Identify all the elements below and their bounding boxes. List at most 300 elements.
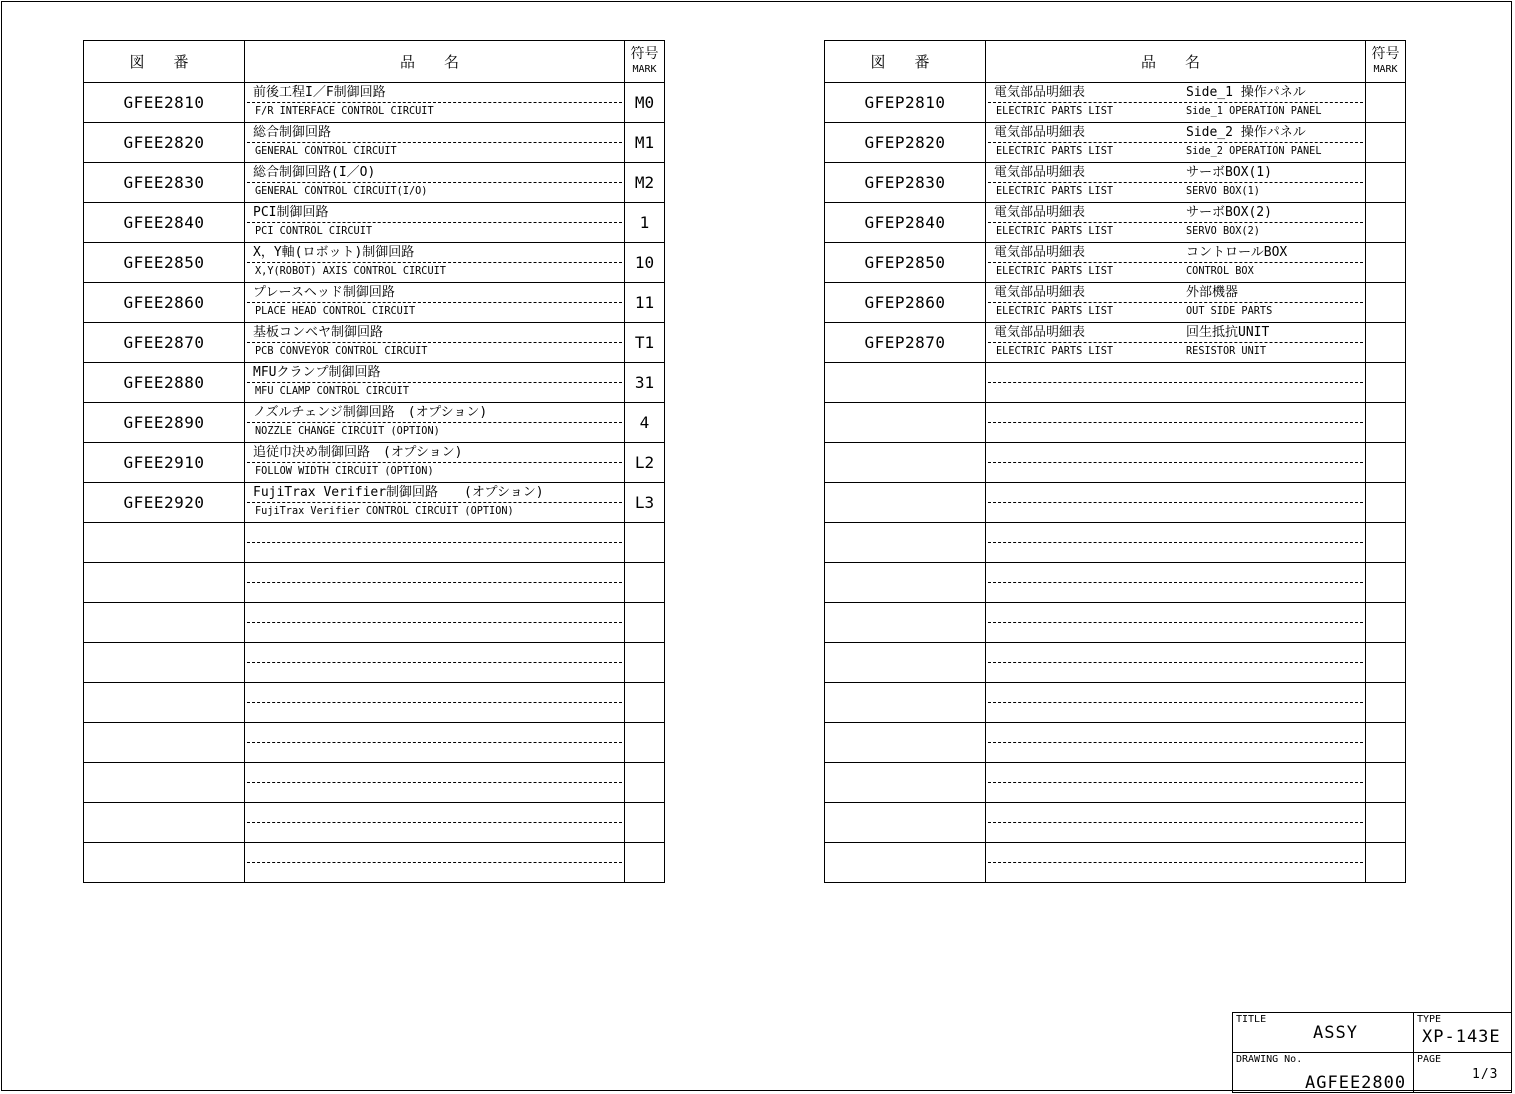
title-label: TITLE — [1236, 1014, 1267, 1025]
mark-cell — [1366, 763, 1406, 803]
dashed-separator — [988, 262, 1363, 263]
table-row — [825, 163, 1406, 203]
table-row — [825, 563, 1406, 603]
dashed-separator — [988, 662, 1363, 663]
part-name-jp: 前後工程I／F制御回路 — [253, 85, 386, 100]
type-label: TYPE — [1417, 1014, 1442, 1025]
part-name-box — [986, 483, 1365, 522]
mark-cell — [1366, 83, 1406, 123]
part-name-box — [245, 563, 624, 602]
drawing-number-cell — [84, 803, 245, 843]
part-name-box — [986, 563, 1365, 602]
mark-cell — [1366, 643, 1406, 683]
part-name-cell — [986, 123, 1366, 163]
mark-cell — [625, 643, 665, 683]
part-name-cell — [245, 243, 625, 283]
dashed-separator — [988, 102, 1363, 103]
part-name-box — [245, 83, 624, 122]
table-row — [84, 523, 665, 563]
header-mark-jp: 符号 — [630, 45, 659, 62]
title-block — [1232, 1012, 1512, 1093]
table-row — [84, 323, 665, 363]
part-name-jp: 基板コンベヤ制御回路 — [253, 325, 384, 340]
part-name-en: PCB CONVEYOR CONTROL CIRCUIT — [255, 344, 428, 357]
part-name-cell — [245, 683, 625, 723]
part-name-box — [986, 323, 1365, 362]
part-subname-en: SERVO BOX(1) — [1186, 184, 1260, 197]
mark-cell — [625, 843, 665, 883]
header-drawing-no-label: 図 番 — [870, 53, 940, 71]
part-name-box — [245, 283, 624, 322]
drawing-number-cell — [825, 443, 986, 483]
mark-cell — [1366, 203, 1406, 243]
mark-cell — [625, 683, 665, 723]
table-row — [84, 363, 665, 403]
drawing-number-cell — [84, 843, 245, 883]
header-drawing-no — [825, 41, 986, 83]
header-part-name-label: 品 名 — [399, 53, 470, 71]
drawing-number-cell: GFEP2840 — [825, 203, 986, 243]
header-mark — [1366, 41, 1406, 83]
dashed-separator — [247, 462, 622, 463]
drawing-number-cell — [84, 683, 245, 723]
drawing-number-cell — [825, 683, 986, 723]
mark-cell: 31 — [625, 363, 665, 403]
drawing-number-cell — [825, 603, 986, 643]
dashed-separator — [247, 822, 622, 823]
part-name-box — [986, 643, 1365, 682]
table-row — [825, 723, 1406, 763]
mark-cell: T1 — [625, 323, 665, 363]
part-name-en: ELECTRIC PARTS LIST — [996, 344, 1114, 357]
part-name-cell — [245, 483, 625, 523]
mark-cell — [625, 563, 665, 603]
dashed-separator — [988, 302, 1363, 303]
drawing-number-cell: GFEE2820 — [84, 123, 245, 163]
part-name-box — [245, 723, 624, 762]
mark-cell: 1 — [625, 203, 665, 243]
dashed-separator — [247, 102, 622, 103]
drawing-number-cell: GFEE2810 — [84, 83, 245, 123]
part-name-cell — [986, 683, 1366, 723]
part-name-cell — [986, 163, 1366, 203]
part-name-cell — [245, 203, 625, 243]
part-name-en: ELECTRIC PARTS LIST — [996, 144, 1114, 157]
table-row — [825, 123, 1406, 163]
part-name-box — [986, 443, 1365, 482]
part-name-cell — [245, 843, 625, 883]
dashed-separator — [247, 502, 622, 503]
mark-cell — [1366, 563, 1406, 603]
part-subname-jp: 回生抵抗UNIT — [1186, 325, 1270, 340]
dashed-separator — [247, 422, 622, 423]
part-name-box — [986, 163, 1365, 202]
table-row — [825, 523, 1406, 563]
mark-cell: M0 — [625, 83, 665, 123]
part-name-cell — [245, 563, 625, 603]
drawing-no-label: DRAWING No. — [1236, 1054, 1303, 1065]
header-mark-jp: 符号 — [1371, 45, 1400, 62]
part-subname-jp: サーボBOX(2) — [1186, 205, 1272, 220]
title-cell — [1233, 1013, 1414, 1053]
part-name-cell — [986, 203, 1366, 243]
mark-cell: L2 — [625, 443, 665, 483]
left-parts-table — [83, 40, 665, 883]
part-subname-jp: サーボBOX(1) — [1186, 165, 1272, 180]
drawing-number-cell — [825, 643, 986, 683]
dashed-separator — [247, 782, 622, 783]
drawing-number-cell — [84, 763, 245, 803]
type-cell — [1414, 1013, 1512, 1053]
table-row — [84, 243, 665, 283]
part-name-jp: 電気部品明細表 — [994, 165, 1086, 180]
mark-cell — [1366, 283, 1406, 323]
header-mark-en: MARK — [1373, 63, 1398, 75]
part-name-en: PCI CONTROL CIRCUIT — [255, 224, 373, 237]
dashed-separator — [988, 182, 1363, 183]
dashed-separator — [247, 542, 622, 543]
part-name-cell — [245, 403, 625, 443]
part-name-box — [245, 403, 624, 442]
table-row — [825, 763, 1406, 803]
part-subname-en: Side_1 OPERATION PANEL — [1186, 104, 1322, 117]
mark-cell — [1366, 243, 1406, 283]
part-name-box — [986, 403, 1365, 442]
header-part-name — [245, 41, 625, 83]
part-name-cell — [986, 603, 1366, 643]
part-name-box — [245, 523, 624, 562]
drawing-number-cell: GFEE2920 — [84, 483, 245, 523]
part-name-en: ELECTRIC PARTS LIST — [996, 104, 1114, 117]
part-name-cell — [245, 443, 625, 483]
dashed-separator — [988, 742, 1363, 743]
mark-cell — [1366, 443, 1406, 483]
mark-cell — [1366, 163, 1406, 203]
drawing-number-cell: GFEE2890 — [84, 403, 245, 443]
mark-cell: L3 — [625, 483, 665, 523]
mark-cell — [625, 523, 665, 563]
part-name-box — [986, 243, 1365, 282]
part-name-cell — [986, 283, 1366, 323]
mark-cell: M2 — [625, 163, 665, 203]
part-name-en: GENERAL CONTROL CIRCUIT(I/O) — [255, 184, 428, 197]
part-name-jp: 電気部品明細表 — [994, 85, 1086, 100]
part-name-cell — [986, 643, 1366, 683]
mark-cell — [625, 723, 665, 763]
part-name-en: F/R INTERFACE CONTROL CIRCUIT — [255, 104, 434, 117]
part-name-box — [245, 203, 624, 242]
dashed-separator — [988, 582, 1363, 583]
part-name-cell — [245, 723, 625, 763]
dashed-separator — [247, 222, 622, 223]
mark-cell: 11 — [625, 283, 665, 323]
drawing-number-cell: GFEP2870 — [825, 323, 986, 363]
part-name-box — [245, 243, 624, 282]
mark-cell — [1366, 123, 1406, 163]
drawing-number-cell — [84, 723, 245, 763]
part-name-jp: 電気部品明細表 — [994, 285, 1086, 300]
dashed-separator — [247, 302, 622, 303]
part-name-cell — [986, 323, 1366, 363]
part-name-en: ELECTRIC PARTS LIST — [996, 224, 1114, 237]
dashed-separator — [988, 862, 1363, 863]
part-name-cell — [245, 603, 625, 643]
part-name-en: ELECTRIC PARTS LIST — [996, 184, 1114, 197]
type-value: XP-143E — [1422, 1027, 1501, 1047]
dashed-separator — [247, 862, 622, 863]
table-row — [84, 203, 665, 243]
part-name-cell — [986, 843, 1366, 883]
mark-cell — [1366, 523, 1406, 563]
part-name-en: ELECTRIC PARTS LIST — [996, 304, 1114, 317]
table-row — [825, 403, 1406, 443]
part-name-cell — [986, 363, 1366, 403]
part-name-box — [986, 803, 1365, 842]
drawing-number-cell: GFEE2880 — [84, 363, 245, 403]
part-name-cell — [245, 763, 625, 803]
drawing-number-cell — [825, 723, 986, 763]
dashed-separator — [988, 342, 1363, 343]
part-subname-jp: コントロールBOX — [1186, 245, 1288, 260]
part-name-box — [245, 123, 624, 162]
mark-cell — [625, 763, 665, 803]
dashed-separator — [247, 262, 622, 263]
drawing-number-cell — [84, 603, 245, 643]
drawing-number-cell: GFEP2830 — [825, 163, 986, 203]
part-name-box — [245, 443, 624, 482]
table-row — [84, 843, 665, 883]
part-name-jp: ノズルチェンジ制御回路 (オプション) — [253, 405, 488, 420]
drawing-number-cell: GFEP2850 — [825, 243, 986, 283]
part-name-en: MFU CLAMP CONTROL CIRCUIT — [255, 384, 409, 397]
part-name-jp: 電気部品明細表 — [994, 205, 1086, 220]
mark-cell: 4 — [625, 403, 665, 443]
drawing-number-cell — [825, 523, 986, 563]
part-name-cell — [245, 283, 625, 323]
dashed-separator — [247, 662, 622, 663]
drawing-number-cell — [825, 483, 986, 523]
header-part-name-label: 品 名 — [1140, 53, 1211, 71]
drawing-number-cell — [84, 643, 245, 683]
part-name-cell — [245, 83, 625, 123]
part-name-cell — [245, 523, 625, 563]
dashed-separator — [247, 142, 622, 143]
part-name-box — [245, 683, 624, 722]
part-subname-jp: 外部機器 — [1186, 285, 1239, 300]
drawing-number-cell: GFEP2820 — [825, 123, 986, 163]
dashed-separator — [988, 462, 1363, 463]
drawing-number-cell — [84, 563, 245, 603]
table-row — [84, 763, 665, 803]
part-name-en: FujiTrax Verifier CONTROL CIRCUIT (OPTION) — [255, 504, 514, 517]
drawing-number-cell: GFEE2830 — [84, 163, 245, 203]
drawing-number-cell — [84, 523, 245, 563]
mark-cell — [1366, 483, 1406, 523]
part-name-cell — [986, 723, 1366, 763]
drawing-number-cell: GFEE2910 — [84, 443, 245, 483]
part-name-cell — [986, 83, 1366, 123]
dashed-separator — [988, 782, 1363, 783]
part-name-box — [986, 203, 1365, 242]
table-row — [825, 443, 1406, 483]
part-name-box — [986, 763, 1365, 802]
drawing-number-cell: GFEE2850 — [84, 243, 245, 283]
part-name-en: NOZZLE CHANGE CIRCUIT (OPTION) — [255, 424, 440, 437]
table-row — [825, 83, 1406, 123]
part-name-box — [245, 163, 624, 202]
part-name-jp: プレースヘッド制御回路 — [253, 285, 395, 300]
table-row — [84, 403, 665, 443]
drawing-number-cell — [825, 403, 986, 443]
dashed-separator — [988, 222, 1363, 223]
dashed-separator — [247, 702, 622, 703]
table-row — [84, 283, 665, 323]
mark-cell — [625, 603, 665, 643]
header-part-name — [986, 41, 1366, 83]
dashed-separator — [247, 342, 622, 343]
part-name-cell — [986, 763, 1366, 803]
drawing-number-cell — [825, 803, 986, 843]
part-name-en: PLACE HEAD CONTROL CIRCUIT — [255, 304, 416, 317]
mark-cell — [625, 803, 665, 843]
part-name-jp: 電気部品明細表 — [994, 125, 1086, 140]
mark-cell — [1366, 723, 1406, 763]
part-name-en: GENERAL CONTROL CIRCUIT — [255, 144, 397, 157]
drawing-number-cell: GFEP2860 — [825, 283, 986, 323]
mark-cell — [1366, 843, 1406, 883]
part-subname-jp: Side_1 操作パネル — [1186, 85, 1306, 100]
part-name-cell — [245, 163, 625, 203]
dashed-separator — [988, 422, 1363, 423]
part-name-box — [986, 843, 1365, 882]
table-row — [825, 483, 1406, 523]
dashed-separator — [247, 622, 622, 623]
mark-cell — [1366, 603, 1406, 643]
dashed-separator — [988, 502, 1363, 503]
part-name-jp: X，Y軸(ロボット)制御回路 — [253, 245, 415, 260]
part-name-cell — [245, 123, 625, 163]
part-name-jp: 総合制御回路(I／O) — [253, 165, 376, 180]
part-name-jp: 電気部品明細表 — [994, 325, 1086, 340]
part-name-cell — [986, 803, 1366, 843]
dashed-separator — [247, 582, 622, 583]
drawing-no-value: AGFEE2800 — [1305, 1073, 1407, 1093]
dashed-separator — [247, 182, 622, 183]
dashed-separator — [988, 702, 1363, 703]
drawing-number-cell — [825, 363, 986, 403]
table-row — [84, 683, 665, 723]
table-row — [825, 243, 1406, 283]
part-name-jp: 追従巾決め制御回路 (オプション) — [253, 445, 463, 460]
part-subname-en: SERVO BOX(2) — [1186, 224, 1260, 237]
dashed-separator — [988, 382, 1363, 383]
drawing-number-cell — [825, 843, 986, 883]
part-name-box — [986, 363, 1365, 402]
dashed-separator — [247, 742, 622, 743]
mark-cell — [1366, 803, 1406, 843]
table-row — [825, 683, 1406, 723]
part-name-cell — [986, 243, 1366, 283]
dashed-separator — [988, 622, 1363, 623]
part-name-box — [986, 523, 1365, 562]
table-row — [84, 443, 665, 483]
drawing-no-cell — [1233, 1053, 1414, 1093]
part-name-cell — [986, 483, 1366, 523]
part-subname-en: CONTROL BOX — [1186, 264, 1254, 277]
part-name-cell — [986, 403, 1366, 443]
part-name-cell — [245, 643, 625, 683]
drawing-number-cell: GFEE2870 — [84, 323, 245, 363]
part-name-box — [986, 603, 1365, 642]
part-name-en: FOLLOW WIDTH CIRCUIT (OPTION) — [255, 464, 434, 477]
table-row — [825, 843, 1406, 883]
part-name-box — [986, 283, 1365, 322]
header-drawing-no-label: 図 番 — [129, 53, 199, 71]
page-label: PAGE — [1417, 1054, 1442, 1065]
part-name-box — [245, 603, 624, 642]
table-row — [84, 163, 665, 203]
table-row — [84, 603, 665, 643]
mark-cell — [1366, 363, 1406, 403]
right-parts-table — [824, 40, 1406, 883]
table-row — [825, 203, 1406, 243]
table-row — [84, 643, 665, 683]
table-row — [84, 123, 665, 163]
part-name-cell — [986, 563, 1366, 603]
header-mark-en: MARK — [632, 63, 657, 75]
table-row — [84, 483, 665, 523]
dashed-separator — [988, 542, 1363, 543]
part-name-box — [245, 483, 624, 522]
part-name-box — [245, 763, 624, 802]
part-name-jp: 総合制御回路 — [253, 125, 332, 140]
drawing-number-cell — [825, 763, 986, 803]
dashed-separator — [988, 822, 1363, 823]
part-name-cell — [986, 523, 1366, 563]
part-name-cell — [986, 443, 1366, 483]
part-name-box — [245, 643, 624, 682]
page-cell — [1414, 1053, 1512, 1093]
header-drawing-no — [84, 41, 245, 83]
part-subname-en: RESISTOR UNIT — [1186, 344, 1267, 357]
table-row — [825, 323, 1406, 363]
table-row — [825, 363, 1406, 403]
part-subname-jp: Side_2 操作パネル — [1186, 125, 1306, 140]
mark-cell — [1366, 683, 1406, 723]
mark-cell: M1 — [625, 123, 665, 163]
table-row — [825, 603, 1406, 643]
table-row — [825, 283, 1406, 323]
part-name-jp: PCI制御回路 — [253, 205, 329, 220]
mark-cell — [1366, 403, 1406, 443]
table-row — [84, 83, 665, 123]
dashed-separator — [988, 142, 1363, 143]
part-name-box — [245, 363, 624, 402]
drawing-number-cell: GFEP2810 — [825, 83, 986, 123]
part-name-jp: FujiTrax Verifier制御回路 (オプション) — [253, 485, 544, 500]
part-name-box — [986, 723, 1365, 762]
part-name-box — [986, 123, 1365, 162]
part-name-cell — [245, 803, 625, 843]
part-name-cell — [245, 323, 625, 363]
part-name-jp: MFUクランプ制御回路 — [253, 365, 381, 380]
part-subname-en: Side_2 OPERATION PANEL — [1186, 144, 1322, 157]
table-row — [825, 643, 1406, 683]
drawing-number-cell: GFEE2840 — [84, 203, 245, 243]
table-row — [84, 723, 665, 763]
part-name-box — [245, 323, 624, 362]
page-value: 1/3 — [1472, 1067, 1499, 1082]
